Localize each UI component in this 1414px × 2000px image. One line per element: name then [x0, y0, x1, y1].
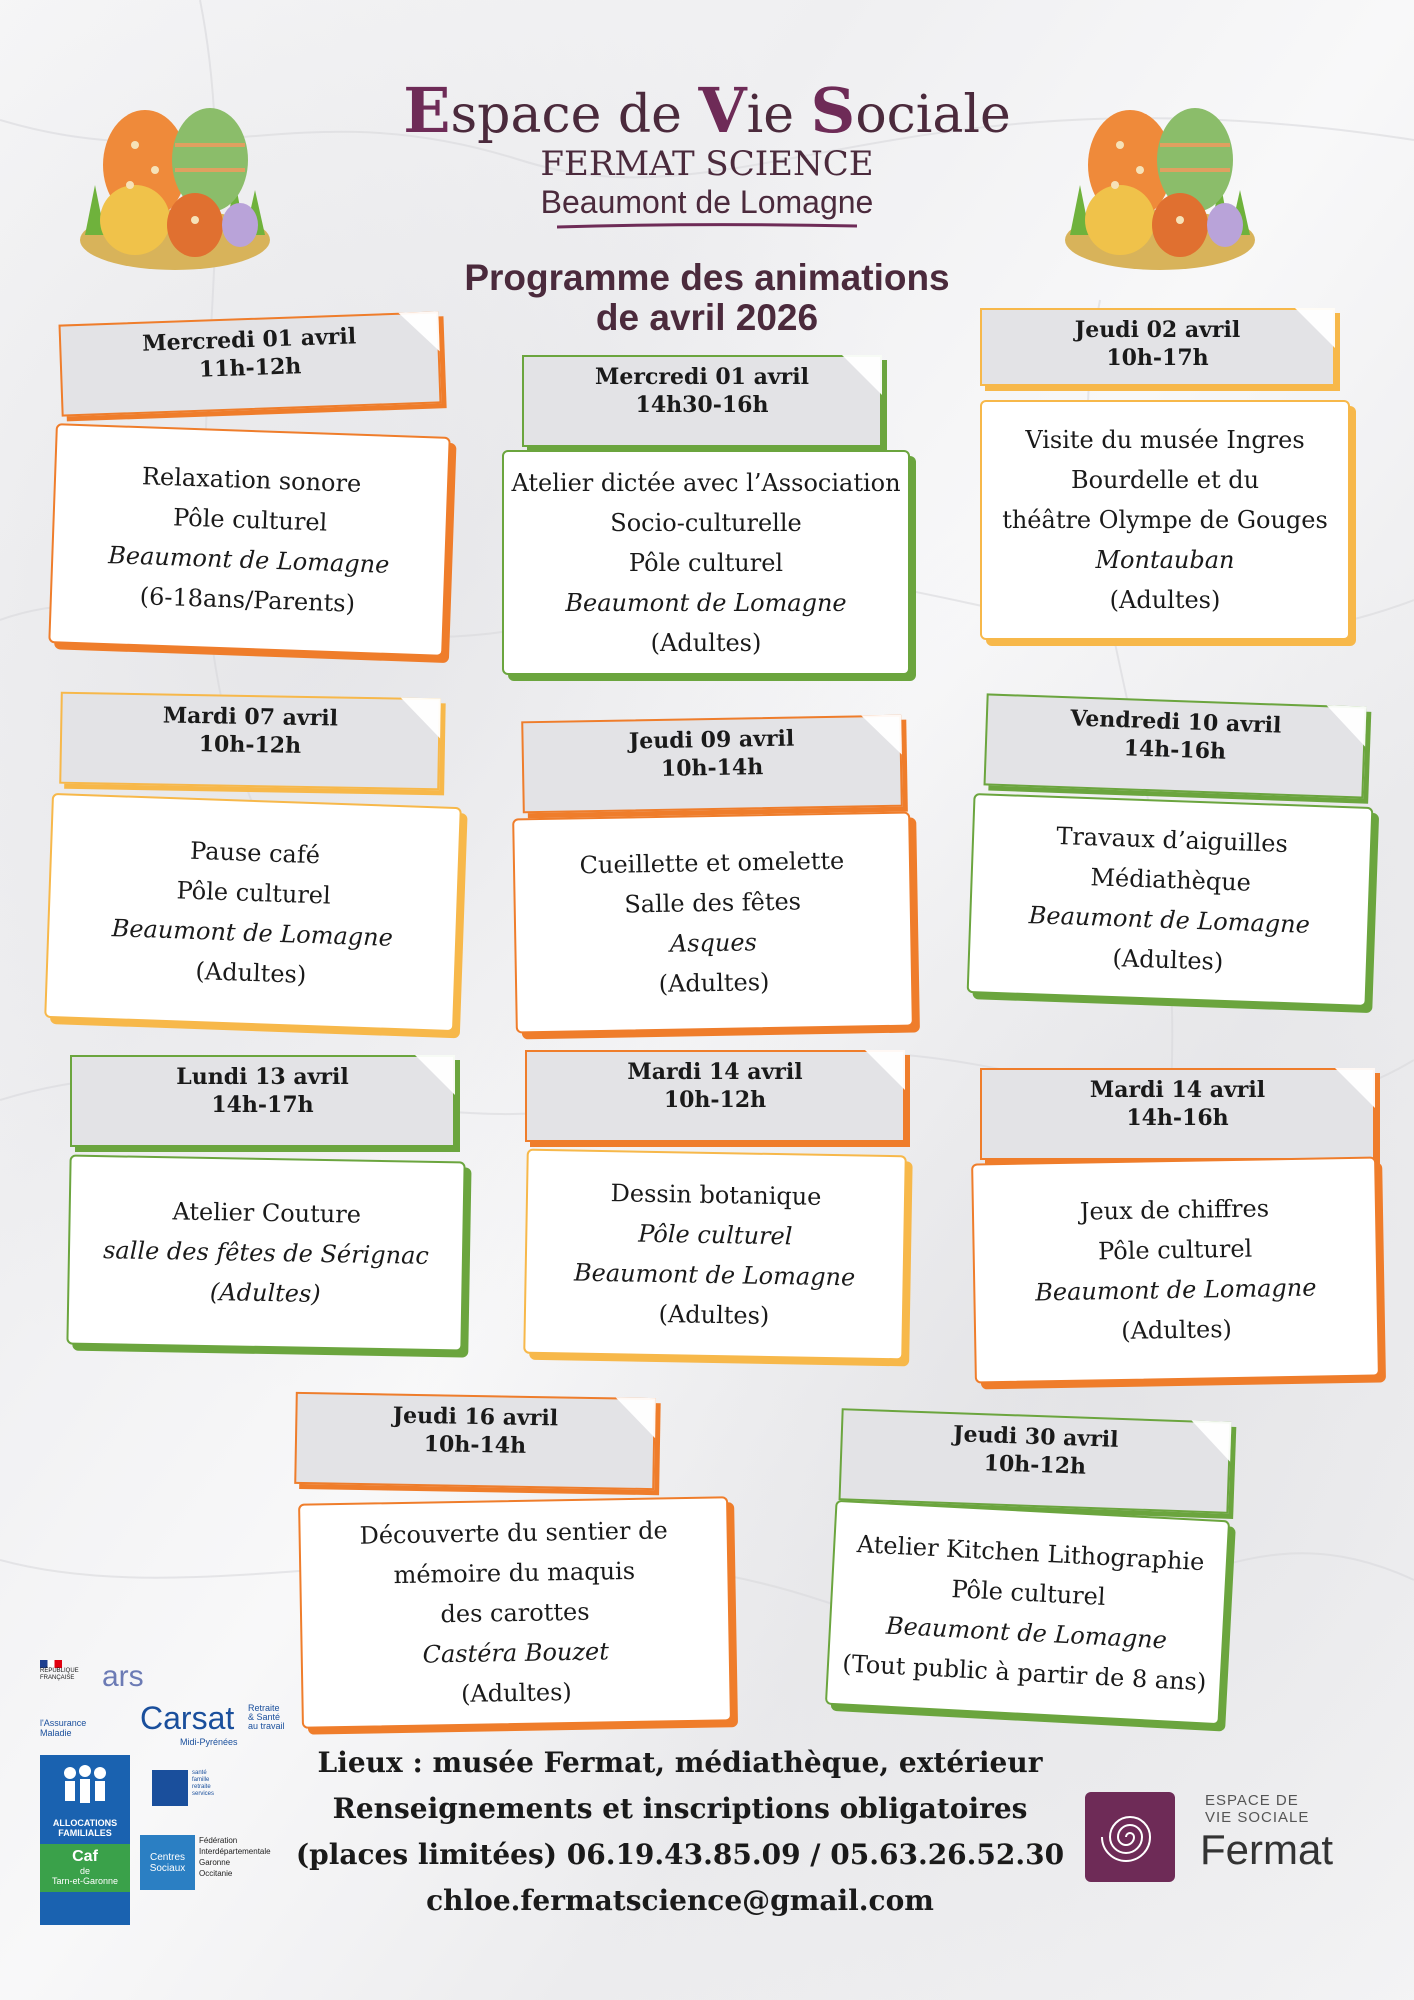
- partner-logos: [40, 1660, 300, 1920]
- event-location: Montauban: [1095, 546, 1235, 574]
- event-line: Pôle culturel: [176, 875, 332, 910]
- footer-info: [280, 1740, 1080, 1924]
- event-card: [971, 1156, 1380, 1383]
- event-date-tag: [839, 1408, 1232, 1514]
- event-date-tag: [59, 311, 442, 416]
- event-line: Pause café: [189, 836, 321, 869]
- ars-logo: ars: [102, 1660, 144, 1693]
- assurance-maladie-logo: l'Assurance Maladie: [40, 1718, 87, 1738]
- event-card: [44, 793, 462, 1032]
- caf-logo: ALLOCATIONS FAMILIALES Caf de Tarn-et-Garonne: [40, 1755, 130, 1925]
- event-date: Mardi 07 avril: [162, 702, 339, 732]
- event-line: Salle des fêtes: [624, 886, 802, 919]
- event-location: Beaumont de Lomagne: [1035, 1273, 1317, 1307]
- event-date-tag: [521, 715, 903, 814]
- event-audience: (Adultes): [1109, 586, 1221, 614]
- event-date: Jeudi 02 avril: [1074, 317, 1241, 343]
- event-card: [523, 1149, 907, 1361]
- event-time: 10h-14h: [423, 1431, 527, 1459]
- event-line: Atelier Kitchen Lithographie: [856, 1529, 1206, 1576]
- event-line: théâtre Olympe de Gouges: [1002, 506, 1328, 534]
- event-time: 10h-12h: [983, 1450, 1087, 1480]
- event-line: Découverte du sentier de: [359, 1515, 668, 1550]
- event-time: 10h-12h: [663, 1087, 767, 1113]
- fermat-logo: ESPACE DE VIE SOCIALE Fermat: [1075, 1782, 1375, 1902]
- event-card: [48, 423, 450, 657]
- event-line: Dessin botanique: [610, 1178, 822, 1211]
- header: [0, 74, 1414, 229]
- spiral-icon: [1075, 1782, 1185, 1892]
- event-audience: (Adultes): [460, 1677, 572, 1708]
- event-time: 10h-14h: [660, 754, 764, 782]
- event-date: Jeudi 30 avril: [952, 1421, 1119, 1453]
- event-location-town: Beaumont de Lomagne: [573, 1258, 856, 1291]
- event-audience: (Adultes): [658, 1299, 770, 1330]
- event-line: Jeux de chiffres: [1079, 1194, 1270, 1226]
- event-line: Socio-culturelle: [610, 508, 802, 537]
- event-line: Relaxation sonore: [141, 462, 362, 498]
- event-date-tag: [59, 692, 441, 791]
- program-title: Programme des animations de avril 2026: [464, 257, 950, 338]
- footer-email[interactable]: chloe.fermatscience@gmail.com: [426, 1884, 934, 1917]
- event-card: [967, 793, 1374, 1007]
- event-card: [825, 1500, 1230, 1725]
- carsat-logo: Carsat Retraite & Santé au travail Midi-Pyrénées: [140, 1700, 285, 1747]
- event-time: 10h-12h: [198, 731, 302, 759]
- page-fold-icon: [415, 1055, 455, 1095]
- event-card: [980, 400, 1350, 640]
- centres-sociaux-logo: Centres Sociaux Fédération Interdépartementale Garonne Occitanie: [140, 1835, 271, 1890]
- event-time: 14h30-16h: [635, 392, 769, 418]
- subtitle: FERMAT SCIENCE: [540, 144, 874, 184]
- event-location: Beaumont de Lomagne: [111, 913, 394, 952]
- page-fold-icon: [865, 1050, 905, 1090]
- event-audience: (Adultes): [650, 628, 762, 657]
- family-icon: [55, 1763, 115, 1813]
- event-line: Visite du musée Ingres: [1025, 426, 1305, 454]
- page-fold-icon: [400, 698, 441, 739]
- event-location: Pôle culturel: [638, 1219, 793, 1250]
- event-line: mémoire du maquis: [393, 1556, 636, 1589]
- event-card: [512, 812, 914, 1034]
- event-line: Pôle culturel: [1097, 1234, 1253, 1266]
- event-line: des carottes: [440, 1597, 590, 1628]
- event-date-tag: [525, 1050, 905, 1142]
- event-date-tag: [980, 1068, 1375, 1160]
- event-line: Cueillette et omelette: [579, 846, 845, 879]
- event-date: Mercredi 01 avril: [141, 323, 357, 357]
- event-location: Beaumont de Lomagne: [1028, 901, 1311, 939]
- event-date-tag: [522, 355, 882, 447]
- main-title: Espace de Vie Sociale: [403, 74, 1011, 147]
- event-time: 14h-16h: [1126, 1105, 1229, 1131]
- event-date-tag: [980, 308, 1335, 386]
- event-line: Pôle culturel: [172, 503, 328, 537]
- event-audience: (Adultes): [658, 967, 770, 998]
- event-time: 14h-17h: [211, 1092, 314, 1118]
- page-fold-icon: [1325, 705, 1366, 746]
- event-audience: (Adultes): [195, 956, 307, 989]
- event-date: Jeudi 09 avril: [628, 725, 795, 755]
- event-date: Mercredi 01 avril: [595, 364, 809, 390]
- event-location: Beaumont de Lomagne: [885, 1611, 1168, 1654]
- event-card: [298, 1496, 732, 1728]
- event-card: [66, 1155, 465, 1352]
- event-audience: (Adultes): [209, 1278, 321, 1308]
- event-date: Mardi 14 avril: [627, 1059, 803, 1085]
- page-fold-icon: [398, 311, 439, 352]
- msa-logo: santé famille retraite services: [152, 1770, 214, 1806]
- page-fold-icon: [842, 355, 882, 395]
- page-fold-icon: [615, 1397, 656, 1438]
- event-date-tag: [984, 693, 1367, 798]
- event-location: Asques: [669, 927, 758, 958]
- event-location: Beaumont de Lomagne: [565, 588, 847, 617]
- page-fold-icon: [1335, 1068, 1375, 1108]
- event-date-tag: [294, 1392, 656, 1490]
- event-audience: (Adultes): [1112, 944, 1224, 976]
- event-time: 11h-12h: [198, 353, 302, 383]
- footer-phones: (places limitées) 06.19.43.85.09 / 05.63.26.52.30: [295, 1838, 1065, 1871]
- brush-underline: [557, 223, 857, 229]
- page-fold-icon: [861, 715, 902, 756]
- event-date-tag: [70, 1055, 455, 1147]
- event-audience: (Adultes): [1120, 1315, 1233, 1345]
- event-audience: (Tout public à partir de 8 ans): [841, 1648, 1208, 1696]
- event-line: Bourdelle et du: [1070, 466, 1260, 494]
- republique-logo: RÉPUBLIQUE FRANÇAISE: [40, 1660, 100, 1700]
- event-location: salle des fêtes de Sérignac: [102, 1236, 430, 1270]
- event-line: Atelier Couture: [172, 1197, 362, 1229]
- event-card: [502, 450, 910, 675]
- event-date: Vendredi 10 avril: [1069, 705, 1282, 739]
- event-time: 10h-17h: [1106, 345, 1209, 371]
- city-name: Beaumont de Lomagne: [540, 184, 874, 220]
- event-line: Médiathèque: [1090, 863, 1252, 897]
- event-date: Jeudi 16 avril: [392, 1402, 559, 1432]
- event-line: Travaux d’aiguilles: [1055, 822, 1289, 859]
- page-fold-icon: [1295, 308, 1335, 348]
- event-location: Castéra Bouzet: [422, 1636, 610, 1669]
- page-fold-icon: [1190, 1420, 1231, 1461]
- event-date: Mardi 14 avril: [1089, 1077, 1266, 1103]
- footer-registration: Renseignements et inscriptions obligatoires: [332, 1792, 1028, 1825]
- event-date: Lundi 13 avril: [176, 1064, 349, 1090]
- event-audience: (6-18ans/Parents): [139, 582, 356, 618]
- event-line: Pôle culturel: [950, 1574, 1107, 1611]
- event-time: 14h-16h: [1123, 735, 1227, 765]
- event-line: Atelier dictée avec l’Association: [511, 468, 901, 497]
- event-location: Beaumont de Lomagne: [107, 541, 390, 579]
- footer-places: Lieux : musée Fermat, médiathèque, extérieur: [317, 1746, 1043, 1779]
- event-line: Pôle culturel: [628, 548, 784, 577]
